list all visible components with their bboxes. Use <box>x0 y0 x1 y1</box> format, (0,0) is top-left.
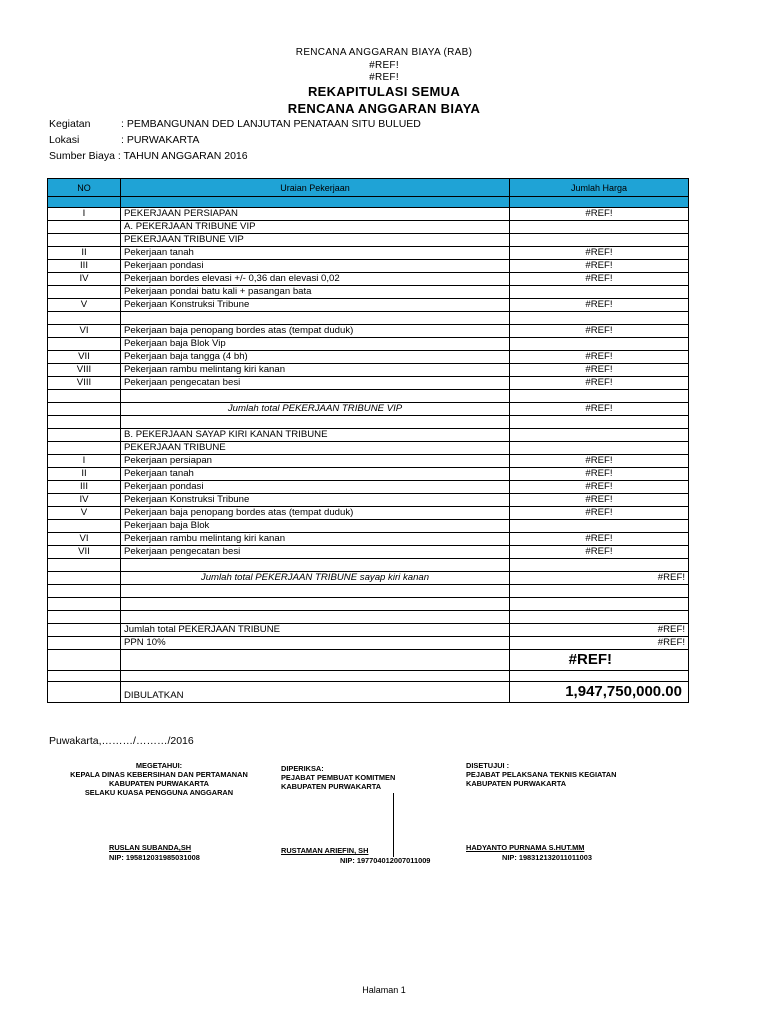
row-description <box>121 312 510 325</box>
col-header-no: NO <box>48 179 121 197</box>
row-amount <box>510 390 689 403</box>
place-date: Puwakarta,………/………/2016 <box>49 735 194 747</box>
sig-right-title: DISETUJUI : <box>466 761 510 770</box>
info-sumber <box>49 150 248 162</box>
row-amount: #REF! <box>510 624 689 637</box>
table-header-row <box>48 179 689 197</box>
row-amount: #REF! <box>510 533 689 546</box>
row-description: Pekerjaan persiapan <box>121 455 510 468</box>
row-no <box>48 234 121 247</box>
row-amount: #REF! <box>510 494 689 507</box>
row-amount <box>510 286 689 299</box>
row-description: Jumlah total PEKERJAAN TRIBUNE <box>121 624 510 637</box>
row-amount <box>510 221 689 234</box>
table-row <box>48 520 689 533</box>
dibulatkan-value: 1,947,750,000.00 <box>510 682 689 703</box>
row-amount: #REF! <box>510 572 689 585</box>
row-description <box>121 611 510 624</box>
row-no: I <box>48 455 121 468</box>
signature-right <box>466 761 616 788</box>
table-row <box>48 247 689 260</box>
table-row <box>48 416 689 429</box>
row-no <box>48 572 121 585</box>
table-row <box>48 442 689 455</box>
row-amount <box>510 429 689 442</box>
row-no <box>48 312 121 325</box>
row-amount: #REF! <box>510 455 689 468</box>
sig-left-line3: SELAKU KUASA PENGGUNA ANGGARAN <box>84 788 234 797</box>
doc-subtitle: RENCANA ANGGARAN BIAYA (RAB) <box>295 47 473 58</box>
table-row <box>48 351 689 364</box>
sumber-value: : TAHUN ANGGARAN 2016 <box>117 150 248 162</box>
row-description: Jumlah total PEKERJAAN TRIBUNE VIP <box>121 403 510 416</box>
table-row <box>48 377 689 390</box>
row-description: Pekerjaan baja Blok <box>121 520 510 533</box>
row-no <box>48 624 121 637</box>
table-row <box>48 312 689 325</box>
grand-total-row <box>48 650 689 671</box>
table-row <box>48 325 689 338</box>
sig-right-nip: NIP: 198312132011011003 <box>502 853 593 862</box>
table-row <box>48 286 689 299</box>
lokasi-label: Lokasi <box>49 134 80 146</box>
row-description: Pekerjaan tanah <box>121 247 510 260</box>
row-amount <box>510 585 689 598</box>
row-no <box>48 403 121 416</box>
row-description: Pekerjaan pondai batu kali + pasangan bata <box>121 286 510 299</box>
row-no <box>48 611 121 624</box>
row-amount <box>510 234 689 247</box>
row-description <box>121 559 510 572</box>
row-no: VI <box>48 325 121 338</box>
sig-middle-line1: PEJABAT PEMBUAT KOMITMEN <box>281 773 396 782</box>
row-amount: #REF! <box>510 468 689 481</box>
row-amount <box>510 598 689 611</box>
kegiatan-label: Kegiatan <box>49 118 91 130</box>
row-description: Pekerjaan pengecatan besi <box>121 546 510 559</box>
grand-total-value: #REF! <box>510 650 689 671</box>
row-description: PEKERJAAN TRIBUNE VIP <box>121 234 510 247</box>
row-no <box>48 338 121 351</box>
sig-middle-title: DIPERIKSA: <box>281 764 324 773</box>
row-no: II <box>48 468 121 481</box>
table-row <box>48 468 689 481</box>
row-description <box>121 598 510 611</box>
row-description: Pekerjaan baja penopang bordes atas (tempat duduk) <box>121 325 510 338</box>
row-no: V <box>48 299 121 312</box>
row-amount: #REF! <box>510 351 689 364</box>
sumber-label: Sumber Biaya <box>49 150 115 162</box>
col-header-jumlah: Jumlah Harga <box>510 179 689 197</box>
row-amount <box>510 520 689 533</box>
table-row <box>48 481 689 494</box>
row-description: A. PEKERJAAN TRIBUNE VIP <box>121 221 510 234</box>
row-no: I <box>48 208 121 221</box>
signature-left <box>56 761 262 797</box>
sig-middle-name: RUSTAMAN ARIEFIN, SH <box>281 846 369 855</box>
row-no <box>48 637 121 650</box>
table-row <box>48 455 689 468</box>
row-amount <box>510 312 689 325</box>
row-amount: #REF! <box>510 637 689 650</box>
signature-middle <box>281 764 395 791</box>
row-description: Pekerjaan pondasi <box>121 260 510 273</box>
row-description: Pekerjaan bordes elevasi +/- 0,36 dan elevasi 0,02 <box>121 273 510 286</box>
row-no: II <box>48 247 121 260</box>
table-row <box>48 611 689 624</box>
table-header-spacer <box>48 197 689 208</box>
row-amount: #REF! <box>510 546 689 559</box>
signature-line <box>393 793 394 857</box>
table-row <box>48 208 689 221</box>
row-no <box>48 221 121 234</box>
row-amount: #REF! <box>510 247 689 260</box>
row-description: Pekerjaan pengecatan besi <box>121 377 510 390</box>
row-description <box>121 416 510 429</box>
row-description: Pekerjaan baja tangga (4 bh) <box>121 351 510 364</box>
table-row <box>48 221 689 234</box>
row-no <box>48 598 121 611</box>
row-no <box>48 585 121 598</box>
row-description: Pekerjaan baja penopang bordes atas (tempat duduk) <box>121 507 510 520</box>
row-amount <box>510 442 689 455</box>
table-row <box>48 546 689 559</box>
table-row <box>48 338 689 351</box>
table-row <box>48 390 689 403</box>
table-row <box>48 572 689 585</box>
doc-title-2: RENCANA ANGGARAN BIAYA <box>287 101 481 116</box>
kegiatan-value: : PEMBANGUNAN DED LANJUTAN PENATAAN SITU BULUED <box>121 118 421 130</box>
row-no <box>48 429 121 442</box>
lokasi-value: : PURWAKARTA <box>121 134 200 146</box>
table-row <box>48 429 689 442</box>
row-no <box>48 390 121 403</box>
table-row <box>48 637 689 650</box>
row-no <box>48 559 121 572</box>
sig-middle-nip: NIP: 197704012007011009 <box>340 856 431 865</box>
row-description: PEKERJAAN PERSIAPAN <box>121 208 510 221</box>
row-no: III <box>48 481 121 494</box>
rab-table <box>47 178 689 703</box>
ref-line-1: #REF! <box>369 60 399 71</box>
row-amount <box>510 611 689 624</box>
row-no <box>48 416 121 429</box>
row-amount: #REF! <box>510 260 689 273</box>
sig-left-line2: KABUPATEN PURWAKARTA <box>108 779 210 788</box>
table-row <box>48 559 689 572</box>
row-description: Pekerjaan rambu melintang kiri kanan <box>121 533 510 546</box>
table-row <box>48 494 689 507</box>
row-no <box>48 520 121 533</box>
row-description: Pekerjaan rambu melintang kiri kanan <box>121 364 510 377</box>
table-row <box>48 273 689 286</box>
dibulatkan-label: DIBULATKAN <box>121 682 510 703</box>
row-description: Pekerjaan Konstruksi Tribune <box>121 299 510 312</box>
spacer-row <box>48 671 689 682</box>
row-no: IV <box>48 494 121 507</box>
row-description: Pekerjaan pondasi <box>121 481 510 494</box>
row-description: Pekerjaan tanah <box>121 468 510 481</box>
row-amount: #REF! <box>510 507 689 520</box>
sig-middle-line2: KABUPATEN PURWAKARTA <box>281 782 382 791</box>
table-row <box>48 234 689 247</box>
row-description: B. PEKERJAAN SAYAP KIRI KANAN TRIBUNE <box>121 429 510 442</box>
info-lokasi <box>49 134 199 146</box>
row-amount: #REF! <box>510 364 689 377</box>
doc-title-1: REKAPITULASI SEMUA <box>307 84 461 99</box>
row-description <box>121 585 510 598</box>
sig-left-line1: KEPALA DINAS KEBERSIHAN DAN PERTAMANAN <box>70 770 248 779</box>
row-amount <box>510 338 689 351</box>
row-no <box>48 286 121 299</box>
row-no: VI <box>48 533 121 546</box>
row-description: PPN 10% <box>121 637 510 650</box>
row-no: VIII <box>48 364 121 377</box>
row-no: VIII <box>48 377 121 390</box>
sig-right-line2: KABUPATEN PURWAKARTA <box>466 779 567 788</box>
info-kegiatan <box>49 118 421 130</box>
sig-left-title: MEGETAHUI: <box>135 761 183 770</box>
sig-right-line1: PEJABAT PELAKSANA TEKNIS KEGIATAN <box>466 770 617 779</box>
row-description: PEKERJAAN TRIBUNE <box>121 442 510 455</box>
table-row <box>48 299 689 312</box>
row-amount: #REF! <box>510 403 689 416</box>
row-no: VII <box>48 546 121 559</box>
ref-line-2: #REF! <box>369 72 399 83</box>
table-row <box>48 598 689 611</box>
table-row <box>48 507 689 520</box>
row-amount <box>510 559 689 572</box>
row-amount: #REF! <box>510 481 689 494</box>
row-amount: #REF! <box>510 208 689 221</box>
row-description: Jumlah total PEKERJAAN TRIBUNE sayap kiri kanan <box>121 572 510 585</box>
col-header-uraian: Uraian Pekerjaan <box>121 179 510 197</box>
row-amount <box>510 416 689 429</box>
row-no <box>48 442 121 455</box>
row-amount: #REF! <box>510 299 689 312</box>
row-description <box>121 390 510 403</box>
dibulatkan-row <box>48 682 689 703</box>
row-description: Pekerjaan Konstruksi Tribune <box>121 494 510 507</box>
table-row <box>48 403 689 416</box>
row-amount: #REF! <box>510 273 689 286</box>
row-no: III <box>48 260 121 273</box>
page-number: Halaman 1 <box>362 985 406 995</box>
row-no: IV <box>48 273 121 286</box>
table-row <box>48 533 689 546</box>
table-row <box>48 364 689 377</box>
row-amount: #REF! <box>510 377 689 390</box>
row-amount: #REF! <box>510 325 689 338</box>
table-body <box>48 208 689 650</box>
table-row <box>48 585 689 598</box>
table-row <box>48 624 689 637</box>
sig-left-nip: NIP: 195812031985031008 <box>109 853 200 862</box>
table-row <box>48 260 689 273</box>
row-no: V <box>48 507 121 520</box>
sig-right-name: HADYANTO PURNAMA S.HUT.MM <box>466 843 585 852</box>
row-no: VII <box>48 351 121 364</box>
sig-left-name: RUSLAN SUBANDA,SH <box>109 843 192 852</box>
row-description: Pekerjaan baja Blok Vip <box>121 338 510 351</box>
